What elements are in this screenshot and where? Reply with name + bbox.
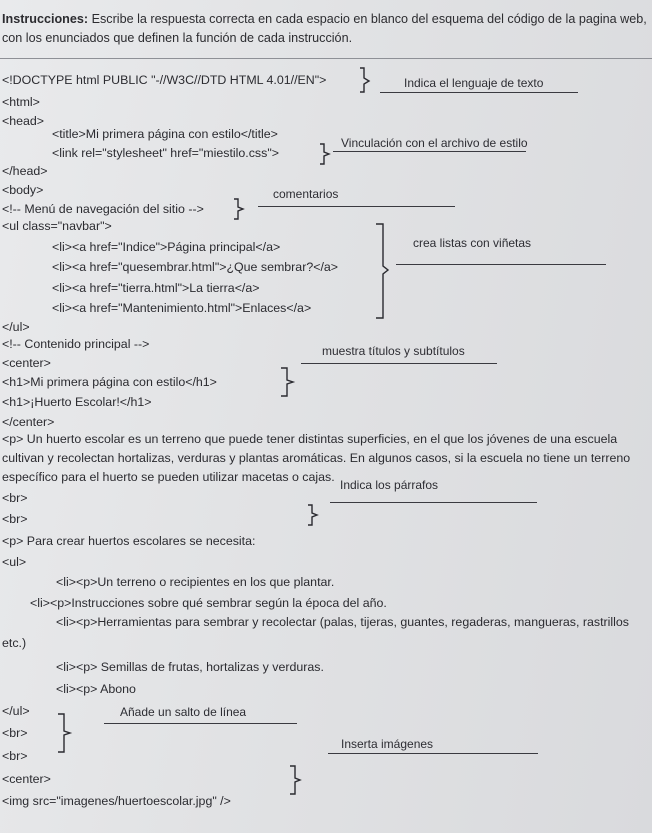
answer-line [330, 502, 537, 503]
code-body: <body> [2, 183, 44, 197]
bracket-img [288, 764, 304, 796]
code-li-herramientas: <li><p>Herramientas para sembrar y recolectar (palas, tijeras, guantes, regaderas, mangueras, rastrillos etc.) [2, 615, 629, 650]
answer-imagenes: Inserta imágenes [341, 737, 434, 751]
bracket-parrafos [306, 503, 320, 527]
code-doctype: <!DOCTYPE html PUBLIC "-//W3C//DTD HTML 4.01//EN"> [2, 73, 327, 87]
answer-parrafos: Indica los párrafos [340, 478, 439, 492]
code-li-instrucciones: <li><p>Instrucciones sobre qué sembrar según la época del año. [30, 596, 387, 610]
code-link: <link rel="stylesheet" href="miestilo.css"> [52, 146, 279, 160]
code-img: <img src="imagenes/huertoescolar.jpg" /> [2, 794, 231, 808]
code-p-para-crear: <p> Para crear huertos escolares se necesita: [2, 534, 256, 548]
code-li-abono: <li><p> Abono [56, 682, 136, 696]
code-br-4: <br> [2, 749, 28, 763]
answer-titulos: muestra títulos y subtítulos [322, 344, 465, 358]
bracket-comment [232, 197, 246, 221]
code-comment-menu: <!-- Menú de navegación del sitio --> [2, 202, 204, 216]
code-li-quesembrar: <li><a href="quesembrar.html">¿Que sembrar?</a> [52, 260, 339, 274]
code-title: <title>Mi primera página con estilo</title> [52, 127, 278, 141]
code-li-tierra: <li><a href="tierra.html">La tierra</a> [52, 281, 260, 295]
code-li-terreno: <li><p>Un terreno o recipientes en los que plantar. [56, 575, 335, 589]
answer-comentarios: comentarios [273, 187, 339, 201]
code-br-1: <br> [2, 491, 28, 505]
code-head-close: </head> [2, 164, 48, 178]
instructions-text: Escribe la respuesta correcta en cada espacio en blanco del esquema del código de la pagina web, con los enunciados que definen la función de cada instrucción. [2, 12, 647, 45]
code-center: <center> [2, 356, 51, 370]
code-h1-huerto: <h1>¡Huerto Escolar!</h1> [2, 395, 152, 409]
code-center-2: <center> [2, 772, 51, 786]
answer-salto: Añade un salto de línea [120, 705, 247, 719]
code-li-mantenimiento: <li><a href="Mantenimiento.html">Enlaces</a> [52, 301, 312, 315]
bracket-headings [279, 366, 297, 398]
answer-listas: crea listas con viñetas [413, 236, 532, 250]
code-li-semillas: <li><p> Semillas de frutas, hortalizas y verduras. [56, 660, 324, 674]
instructions-label: Instrucciones: [2, 12, 89, 26]
divider [0, 58, 652, 59]
code-ul-close: </ul> [2, 320, 30, 334]
answer-line [380, 92, 578, 93]
answer-vinculacion: Vinculación con el archivo de estilo [341, 136, 528, 150]
bracket-br [56, 712, 74, 754]
answer-line [301, 363, 497, 364]
code-br-3: <br> [2, 726, 28, 740]
code-ul-navbar: <ul class="navbar"> [2, 219, 112, 233]
code-li-indice: <li><a href="Indice">Página principal</a> [52, 240, 281, 254]
code-h1-estilo: <h1>Mi primera página con estilo</h1> [2, 375, 217, 389]
code-center-close: </center> [2, 415, 55, 429]
answer-line [396, 264, 606, 265]
code-ul-open: <ul> [2, 555, 27, 569]
instructions [2, 10, 647, 48]
answer-line [333, 151, 526, 152]
code-head: <head> [2, 114, 45, 128]
bracket-list [374, 222, 392, 320]
bracket-link [318, 142, 332, 166]
code-paragraph: <p> Un huerto escolar es un terreno que puede tener distintas superficies, en el que los jóvenes de una escuela cultivan y recolectan hortalizas, verduras y plantas aromáticas. En algunos casos, si la escuela no tiene un terreno específico para el huerto se pueden utilizar macetas o cajas. [2, 432, 631, 484]
bracket-doctype [358, 66, 372, 94]
answer-lenguaje: Indica el lenguaje de texto [404, 76, 544, 90]
code-html: <html> [2, 95, 40, 109]
code-br-2: <br> [2, 512, 28, 526]
code-comment-main: <!-- Contenido principal --> [2, 337, 150, 351]
answer-line [328, 753, 538, 754]
answer-line [104, 723, 297, 724]
answer-line [258, 206, 455, 207]
code-ul-close-2: </ul> [2, 704, 30, 718]
